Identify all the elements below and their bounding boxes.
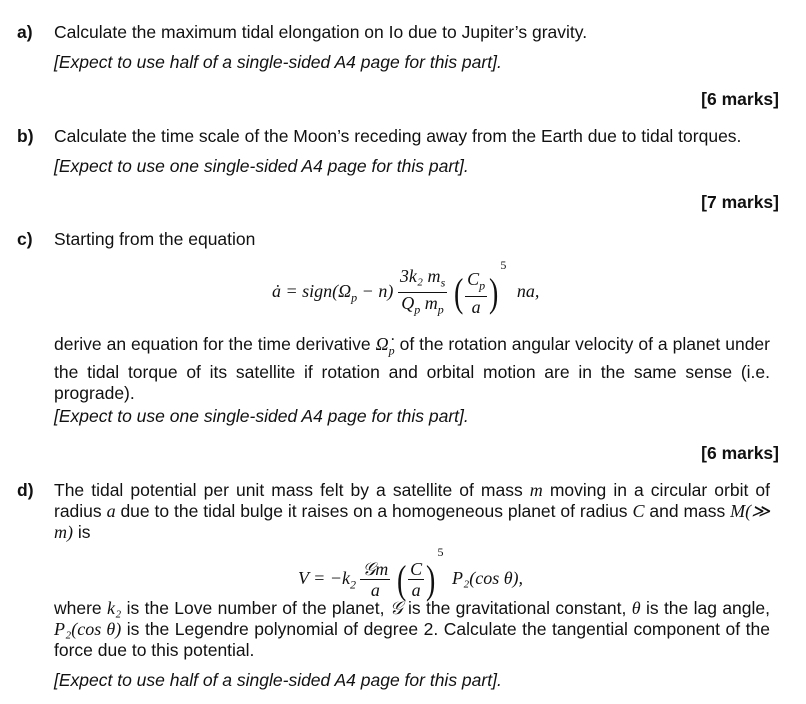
part-a-expect: [Expect to use half of a single-sided A4 page for this part]. bbox=[54, 52, 502, 72]
part-a-marks: [6 marks] bbox=[701, 89, 779, 109]
part-d-body: where k₂ is the Love number of the planet, 𝒢 is the gravitational constant, θ is the lag angle, P₂(cos θ) is the Legendre polynomial of degree 2. Calculate the tangential component of the force due to this potential. bbox=[54, 598, 770, 660]
part-b-expect: [Expect to use one single-sided A4 page for this part]. bbox=[54, 156, 469, 176]
part-d-intro: The tidal potential per unit mass felt by a satellite of mass m moving in a circular orbit of radius a due to the tidal bulge it raises on a homogeneous planet of radius C and mass M(≫ m) is bbox=[54, 480, 770, 542]
part-a-question: Calculate the maximum tidal elongation on Io due to Jupiter’s gravity. bbox=[54, 22, 588, 42]
part-d-expect: [Expect to use half of a single-sided A4 page for this part]. bbox=[54, 670, 502, 690]
part-d-fraction-radius: $\frac{C}{a}$ bbox=[410, 559, 423, 601]
part-c-body: derive an equation for the time derivative $\Omegȧ_p$ of the rotation angular velocity of a planet under the tidal torque of its satellite if rotation and orbital motion are in the same sense (i.e. prograde). bbox=[54, 334, 770, 403]
part-c-marks: [6 marks] bbox=[701, 443, 779, 463]
part-c-expect: [Expect to use one single-sided A4 page for this part]. bbox=[54, 406, 469, 426]
part-d-fraction-potential: $\frac{\text{𝒢m}}{a}$ bbox=[362, 559, 389, 601]
part-c-fraction-mass: $\frac{3k_2 m_s}{Q_p m_p}$ bbox=[399, 265, 446, 317]
part-c-fraction-radius: $\frac{C_p}{a}$ bbox=[467, 269, 486, 317]
part-c-label: c) bbox=[17, 229, 33, 249]
part-b-label: b) bbox=[17, 126, 34, 146]
part-c-equation: ȧ = $sign(\Omega_p - n)$ $\frac{3k_2 m_s}{Q_p m_p}$ ( $\frac{C_p}{a}$ )$^5$ na, bbox=[272, 258, 539, 320]
part-d-label: d) bbox=[17, 480, 34, 500]
part-b-question: Calculate the time scale of the Moon’s receding away from the Earth due to tidal torques. bbox=[54, 126, 742, 146]
part-d-equation: $V = -k_2$ $\frac{\text{𝒢m}}{a}$ ( $\frac{C}{a}$ )$^5$ P₂(cos θ), bbox=[298, 545, 524, 602]
part-b-marks: [7 marks] bbox=[701, 192, 779, 212]
part-c-intro: Starting from the equation bbox=[54, 229, 256, 249]
part-a-label: a) bbox=[17, 22, 33, 42]
